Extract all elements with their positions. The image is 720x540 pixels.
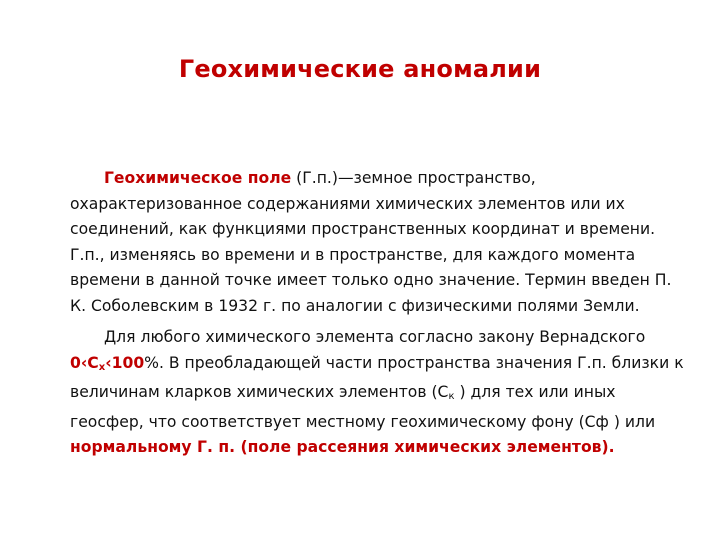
- term-geochemical-field: Геохимическое поле: [104, 169, 292, 187]
- subscript-k: к: [448, 391, 455, 402]
- highlight-normal-field: нормальному Г. п. (поле рассеяния химических элементов).: [70, 438, 615, 456]
- slide-title: Геохимические аномалии: [178, 55, 542, 83]
- paragraph-definition: [70, 166, 690, 319]
- law-text-b: ) для тех или иных геосфер, что соответствует местному геохимическому фону (Сф ) или: [70, 383, 656, 431]
- definition-text: (Г.п.)—земное пространство, охарактеризованное содержаниями химических элементов или их соединений, как функциями пространственных координат и времени. Г.п., изменяясь во времени и в пространстве, для каждого момента времени в данной точке имеет только одно значение. Термин введен П. К. Соболевским в 1932 г. по аналогии с физическими полями Земли.: [70, 169, 672, 315]
- formula-subscript-x: x: [98, 361, 106, 373]
- slide-body: [70, 166, 690, 461]
- law-text-a: %. В преобладающей части пространства значения Г.п. близки к величинам кларков химических элементов (С: [70, 353, 684, 401]
- formula-range: [70, 354, 144, 372]
- formula-part-a: 0‹С: [70, 353, 99, 372]
- paragraph-vernadsky-law: [70, 325, 690, 461]
- law-intro-text: Для любого химического элемента согласно закону Вернадского: [104, 328, 646, 346]
- formula-part-b: ‹100: [105, 353, 145, 372]
